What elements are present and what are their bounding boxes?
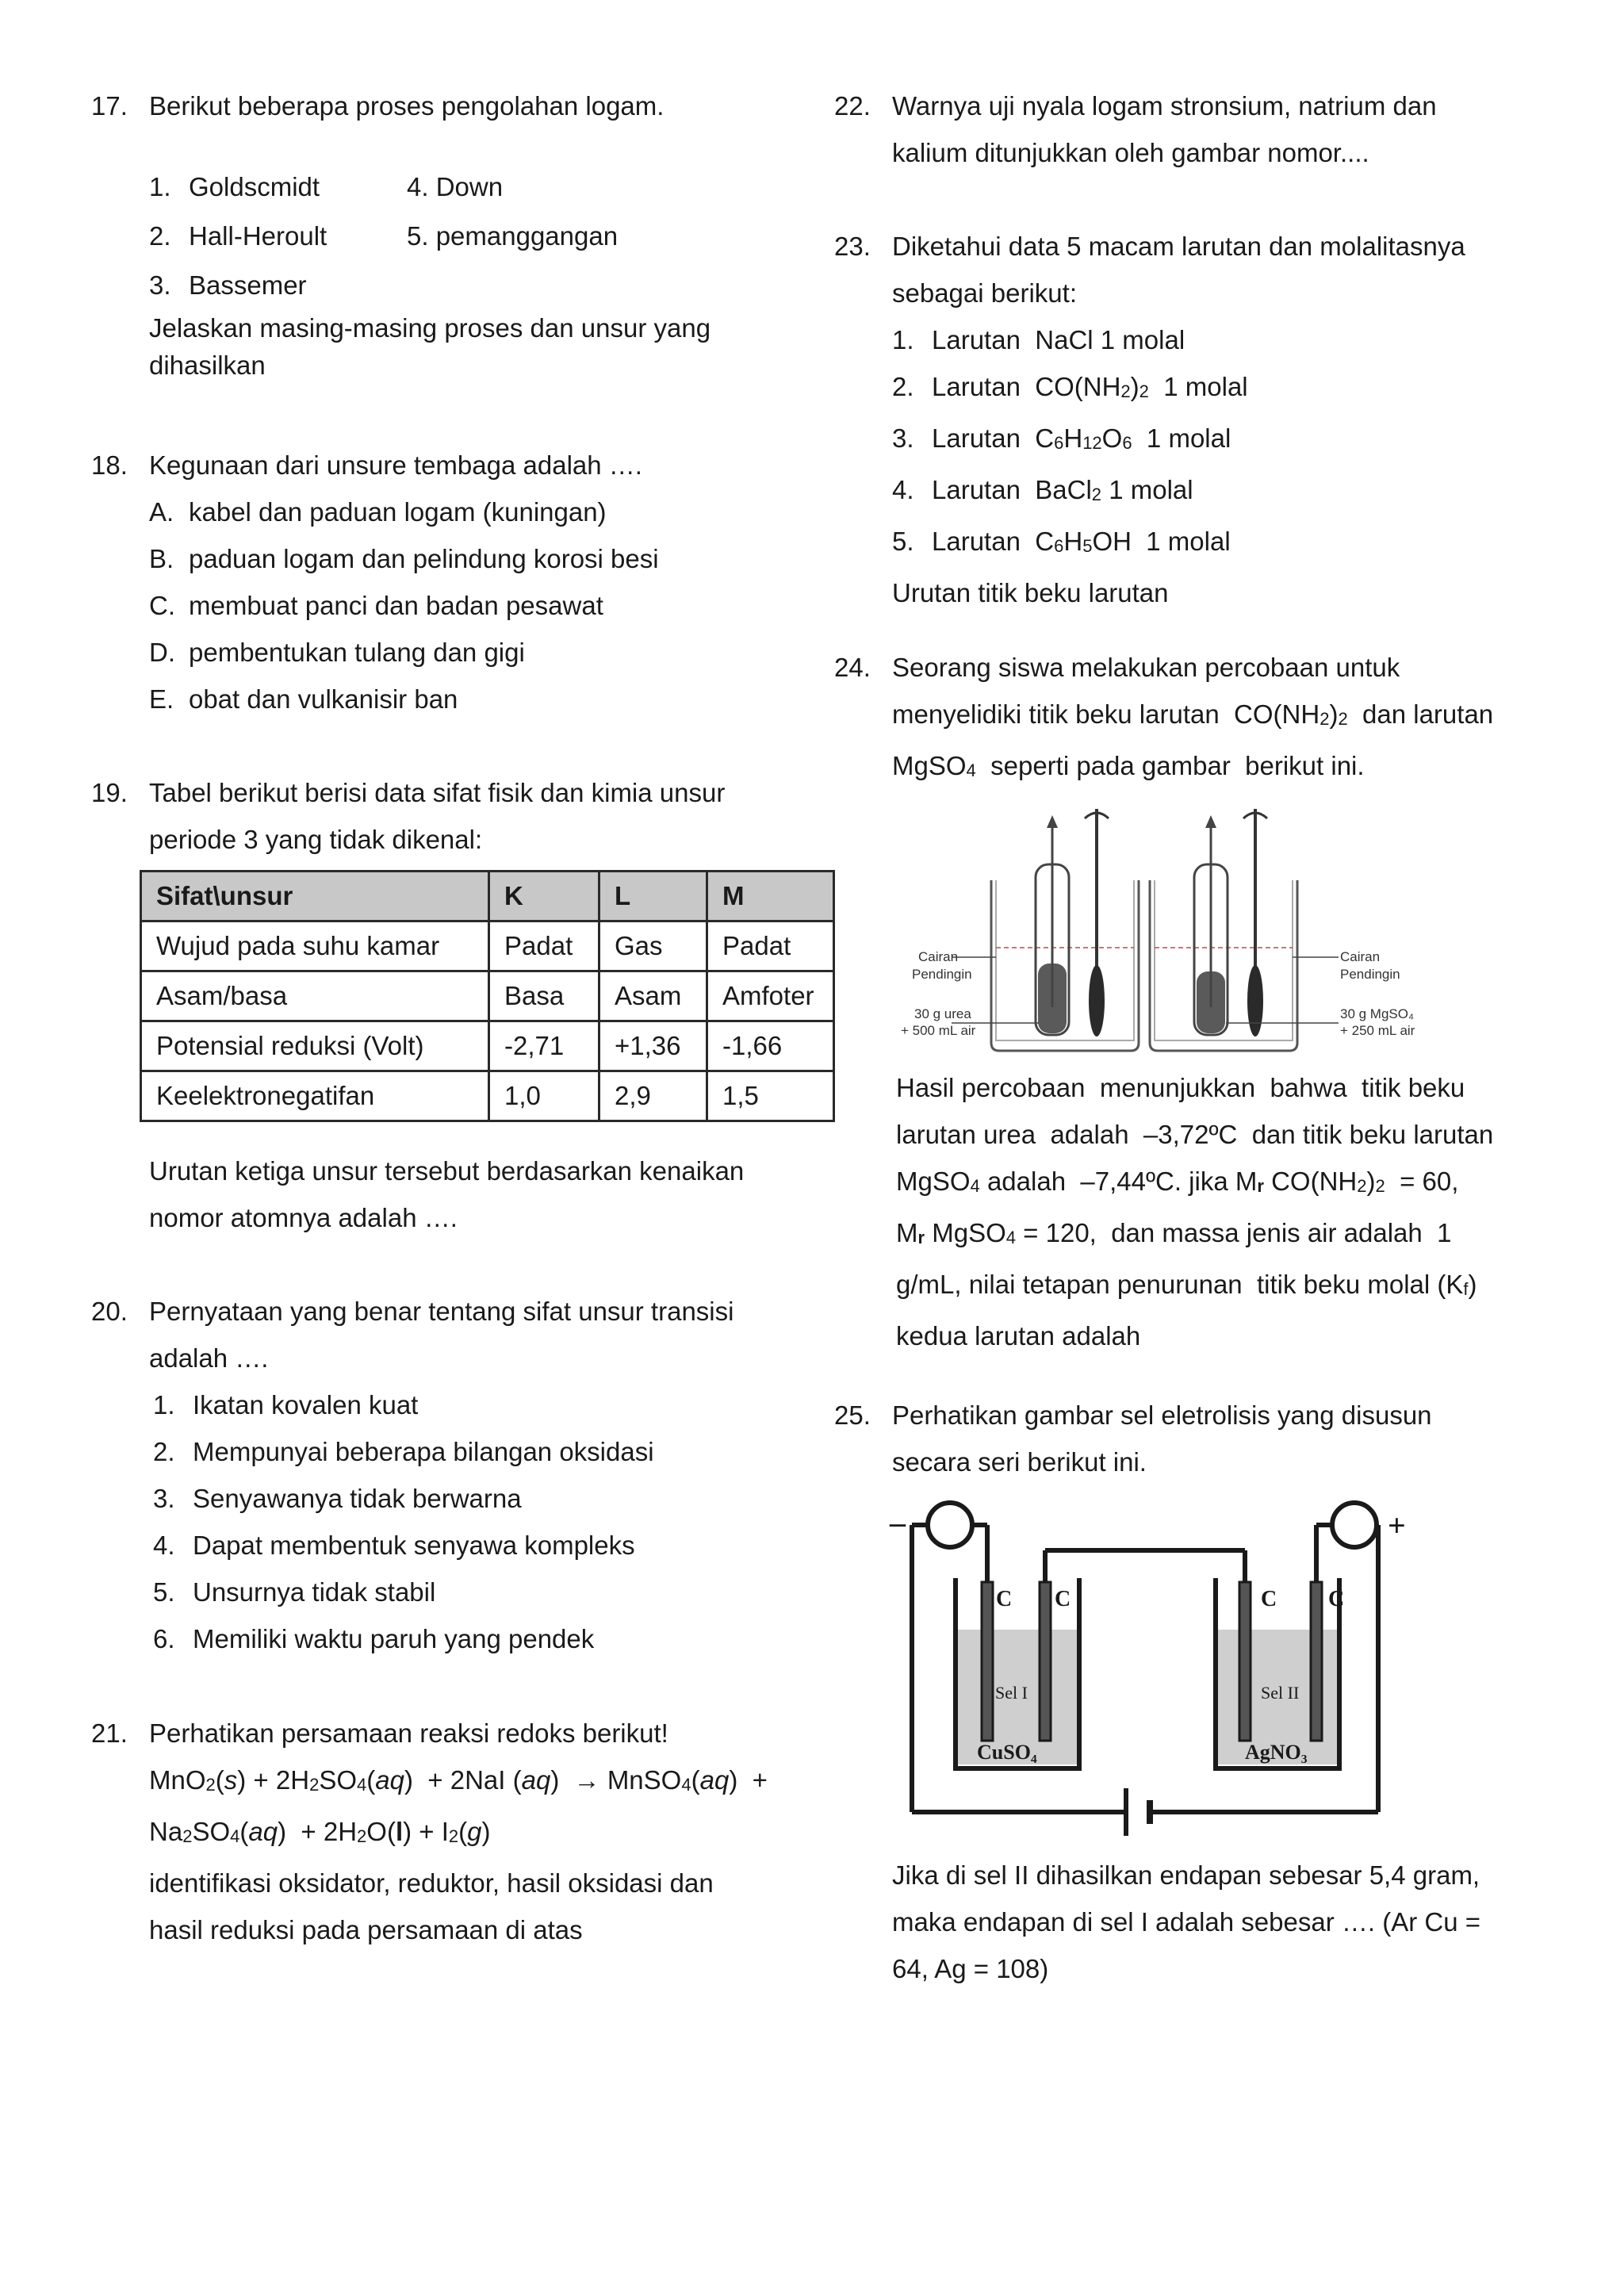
table-cell: Basa	[489, 971, 599, 1021]
q25-followup	[892, 1852, 1480, 1992]
question-stem: Perhatikan gambar sel eletrolisis yang disusun	[892, 1400, 1432, 1430]
negative-terminal: –	[890, 1504, 906, 1540]
item-text: Senyawanya tidak berwarna	[193, 1484, 522, 1513]
question-stem: periode 3 yang tidak dikenal:	[149, 825, 483, 854]
question-stem: secara seri berikut ini.	[892, 1447, 1147, 1477]
option-key: B.	[149, 544, 174, 573]
option-c	[149, 582, 659, 629]
option-d	[149, 629, 659, 676]
solution-item: 2. Larutan $CO(NH_2)_2$ 1 molal	[892, 363, 1465, 415]
table-cell: 1,0	[489, 1071, 599, 1121]
question-stem: Seorang siswa melakukan percobaan untuk	[892, 653, 1400, 682]
table-header: L	[599, 872, 707, 921]
option-a	[149, 489, 659, 535]
electrode	[1311, 1582, 1322, 1741]
item-number: 3.	[149, 270, 171, 300]
item-text: Dapat membentuk senyawa kompleks	[193, 1531, 635, 1560]
option-text: paduan logam dan pelindung korosi besi	[189, 544, 659, 573]
list-item	[153, 1381, 733, 1428]
table-header-row	[141, 872, 834, 921]
electrode	[1239, 1582, 1251, 1741]
question-stem: maka endapan di sel I adalah sebesar …. (Ar Cu =	[892, 1907, 1481, 1937]
label-pendingin-left: Pendingin	[912, 967, 972, 982]
item-number: 3.	[153, 1484, 175, 1513]
option-text: membuat panci dan badan pesawat	[189, 591, 603, 620]
q19-followup	[149, 1148, 744, 1241]
positive-terminal: +	[1388, 1508, 1406, 1543]
question-number: 24.	[834, 653, 871, 682]
question-stem: Jika di sel II dihasilkan endapan sebesar 5,4 gram,	[892, 1860, 1480, 1890]
item-number: 1.	[153, 1390, 175, 1420]
option-key: E.	[149, 684, 174, 714]
list-item	[149, 163, 327, 212]
result-text: Hasil percobaan menunjukkan bahwa titik beku	[896, 1073, 1465, 1102]
option-text: obat dan vulkanisir ban	[189, 684, 458, 714]
item-number: 2.	[149, 221, 171, 251]
question-stem: MgSO$_4$ seperti pada gambar berikut ini.	[892, 751, 1365, 780]
table-row	[141, 971, 834, 1021]
question-number: 17.	[91, 91, 128, 121]
table-cell: 2,9	[599, 1071, 707, 1121]
question-body	[149, 82, 664, 129]
label-water-left: + 500 mL air	[901, 1023, 976, 1038]
table-cell: Padat	[489, 921, 599, 971]
question-body	[149, 442, 659, 722]
list-item	[153, 1428, 733, 1475]
item-text: Hall-Heroult	[189, 221, 327, 251]
cell-2-label: Sel II	[1261, 1683, 1300, 1703]
table-header: M	[707, 872, 834, 921]
label-cairan-left: Cairan	[918, 949, 959, 964]
question-stem: Tabel berikut berisi data sifat fisik dan kimia unsur	[149, 778, 726, 807]
item-number: 1.	[149, 172, 171, 201]
table-header: Sifat\unsur	[141, 872, 489, 921]
table-row	[141, 1071, 834, 1121]
question-body	[892, 644, 1493, 794]
item-number: 1.	[892, 325, 914, 354]
cell-1-label: Sel I	[995, 1683, 1028, 1703]
result-text: g/mL, nilai tetapan penurunan titik beku molal $(K_f)$	[896, 1270, 1477, 1299]
statement-list	[149, 1381, 733, 1662]
label-urea: 30 g urea	[914, 1006, 971, 1021]
option-text: kabel dan paduan logam (kuningan)	[189, 497, 607, 527]
result-text: $M_r$ MgSO$_4$ = 120, dan massa jenis air adalah 1	[896, 1218, 1452, 1247]
item-text: Memiliki waktu paruh yang pendek	[193, 1624, 595, 1653]
table-cell: -2,71	[489, 1021, 599, 1071]
agno3-label: AgNO₃	[1245, 1741, 1308, 1764]
q24-result	[896, 1064, 1493, 1359]
table-cell: Amfoter	[707, 971, 834, 1021]
solution-item: 5. Larutan $C_6H_5OH$ 1 molal	[892, 518, 1465, 569]
item-number: 4.	[892, 475, 914, 504]
table-cell: Asam/basa	[141, 971, 489, 1021]
q17-instruction	[149, 309, 710, 384]
table-cell: Potensial reduksi (Volt)	[141, 1021, 489, 1071]
table-cell: Asam	[599, 971, 707, 1021]
solution-item: 3. Larutan $C_6H_{12}O_6$ 1 molal	[892, 415, 1465, 466]
electrode-label: C	[1328, 1587, 1345, 1611]
item-text: Unsurnya tidak stabil	[193, 1577, 436, 1607]
option-key: D.	[149, 638, 175, 667]
result-text: larutan urea adalah –3,72ºC dan titik beku larutan	[896, 1120, 1494, 1149]
list-item: 4. Down	[407, 172, 504, 201]
question-stem: 64, Ag = 108)	[892, 1954, 1049, 1983]
table-row	[141, 1021, 834, 1071]
question-body	[149, 769, 725, 863]
option-key: A.	[149, 497, 174, 527]
table-cell: -1,66	[707, 1021, 834, 1071]
item-number: 2.	[153, 1437, 175, 1466]
option-key: C.	[149, 591, 175, 620]
reaction-equation-line2: $Na_2SO_4(aq) + 2H_2O(l) + I_2(g)$	[149, 1817, 491, 1846]
option-e	[149, 676, 659, 722]
cuso4-label: CuSO₄	[977, 1741, 1037, 1764]
table-cell: 1,5	[707, 1071, 834, 1121]
question-stem: Kegunaan dari unsure tembaga adalah ….	[149, 450, 642, 480]
electrode-label: C	[1261, 1587, 1277, 1611]
question-stem: Perhatikan persamaan reaksi redoks berikut!	[149, 1718, 668, 1748]
option-text: pembentukan tulang dan gigi	[189, 638, 525, 667]
table-row	[141, 921, 834, 971]
option-b	[149, 535, 659, 582]
question-stem: Urutan titik beku larutan	[892, 578, 1169, 607]
element-properties-table	[140, 870, 835, 1122]
question-number: 25.	[834, 1400, 871, 1430]
table-cell: Keelektronegatifan	[141, 1071, 489, 1121]
result-text: kedua larutan adalah	[896, 1321, 1141, 1351]
item-text: Bassemer	[189, 270, 307, 300]
list-item	[149, 212, 327, 261]
instruction-line: dihasilkan	[149, 351, 266, 380]
item-number: 5.	[892, 527, 914, 556]
table-header: K	[489, 872, 599, 921]
question-stem: nomor atomnya adalah ….	[149, 1203, 458, 1232]
electrode	[1040, 1582, 1051, 1741]
question-number: 21.	[91, 1718, 128, 1748]
question-body	[892, 1392, 1432, 1485]
table-cell: +1,36	[599, 1021, 707, 1071]
question-number: 20.	[91, 1297, 128, 1326]
label-water-right: + 250 mL air	[1340, 1023, 1415, 1038]
label-cairan-right: Cairan	[1340, 949, 1381, 964]
question-number: 23.	[834, 232, 871, 261]
freezing-point-experiment-figure	[894, 793, 1415, 1063]
solution-item: 4. Larutan BaCl$_2$ 1 molal	[892, 466, 1465, 518]
electrode	[982, 1582, 993, 1741]
item-text: Ikatan kovalen kuat	[193, 1390, 419, 1420]
process-col-right	[407, 163, 618, 261]
question-stem: menyelidiki titik beku larutan $CO(NH_2)_2$ dan larutan	[892, 699, 1494, 729]
question-stem: Urutan ketiga unsur tersebut berdasarkan kenaikan	[149, 1156, 745, 1186]
question-number: 22.	[834, 91, 871, 121]
list-item	[153, 1569, 733, 1615]
solution-item: 1. Larutan NaCl 1 molal	[892, 316, 1465, 363]
question-body	[892, 223, 1465, 616]
question-stem: Berikut beberapa proses pengolahan logam.	[149, 91, 665, 121]
item-number: 5.	[153, 1577, 175, 1607]
electrolysis-series-figure	[888, 1495, 1427, 1844]
question-stem: sebagai berikut:	[892, 278, 1077, 308]
table-cell: Padat	[707, 921, 834, 971]
instruction-line: Jelaskan masing-masing proses dan unsur yang	[149, 313, 711, 343]
question-number: 19.	[91, 778, 128, 807]
question-number: 18.	[91, 450, 128, 480]
table-cell: Wujud pada suhu kamar	[141, 921, 489, 971]
question-stem: adalah ….	[149, 1343, 269, 1373]
electrode-label: C	[996, 1587, 1013, 1611]
item-number: 2.	[892, 372, 914, 401]
question-body	[149, 1710, 768, 1953]
label-mgso4: 30 g MgSO₄	[1340, 1006, 1414, 1021]
instruction-line: identifikasi oksidator, reduktor, hasil oksidasi dan	[149, 1868, 714, 1898]
item-text: Goldscmidt	[189, 172, 320, 201]
list-item	[153, 1615, 733, 1662]
result-text: MgSO$_4$ adalah –7,44ºC. jika $M_r$ $CO(NH_2)_2 = 60$,	[896, 1167, 1459, 1196]
label-pendingin-right: Pendingin	[1340, 967, 1400, 982]
item-text: Mempunyai beberapa bilangan oksidasi	[193, 1437, 654, 1466]
list-item	[153, 1475, 733, 1522]
list-item: 5. pemanggangan	[407, 221, 619, 251]
question-stem: kalium ditunjukkan oleh gambar nomor....	[892, 138, 1369, 167]
question-body	[149, 1288, 733, 1662]
question-stem: Diketahui data 5 macam larutan dan molalitasnya	[892, 232, 1465, 261]
electrode-label: C	[1055, 1587, 1071, 1611]
table-cell: Gas	[599, 921, 707, 971]
item-number: 3.	[892, 423, 914, 453]
list-item	[149, 261, 327, 310]
question-stem: Warnya uji nyala logam stronsium, natrium dan	[892, 91, 1437, 121]
item-number: 4.	[153, 1531, 175, 1560]
instruction-line: hasil reduksi pada persamaan di atas	[149, 1915, 583, 1944]
question-body	[892, 82, 1437, 176]
question-stem: Pernyataan yang benar tentang sifat unsur transisi	[149, 1297, 734, 1326]
process-col-left	[149, 163, 327, 310]
reaction-equation-line1: $MnO_2(s) + 2H_2SO_4(aq) + 2NaI$ (aq) → MnSO$_4$(aq) +	[149, 1765, 768, 1795]
item-number: 6.	[153, 1624, 175, 1653]
list-item	[153, 1522, 733, 1569]
